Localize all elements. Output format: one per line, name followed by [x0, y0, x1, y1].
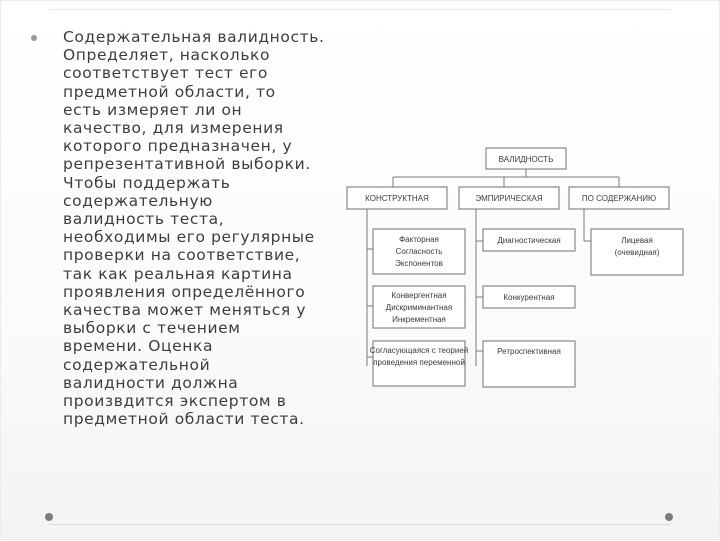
- leaf-label-factor-1: Факторная: [399, 235, 439, 244]
- leaf-label-retrospective: Ретроспективная: [497, 347, 561, 356]
- bullet-text-line: которого предназначен, у: [63, 137, 293, 156]
- bullet-text-line: так как реальная картина: [63, 264, 293, 283]
- leaf-label-convergent-3: Инкрементная: [392, 315, 446, 324]
- bullet-text-line: Определяет, насколько: [63, 46, 271, 65]
- bullet-text-line: валидность теста,: [63, 210, 225, 229]
- bullet-text-line: качество, для измерения: [63, 119, 284, 138]
- bullet-text-line: необходимы его регулярные: [63, 228, 315, 247]
- bullet-text-line: содержательную: [63, 191, 213, 210]
- validity-diagram: [1, 1, 720, 541]
- bullet-text-line: выборки с течением: [63, 319, 241, 338]
- leaf-label-convergent-1: Конвергентная: [391, 291, 447, 300]
- branch-label-content: ПО СОДЕРЖАНИЮ: [581, 194, 657, 203]
- bullet-text-line: предметной области, то: [63, 82, 276, 101]
- bullet-text-line: Чтобы поддержать: [63, 173, 231, 192]
- leaf-label-convergent-2: Дискриминантная: [385, 303, 453, 312]
- bullet-text-line: есть измеряет ли он: [63, 100, 243, 119]
- bullet-text-line: проверки на соответствие,: [63, 246, 301, 265]
- leaf-label-factor-2: Согласность: [395, 247, 443, 256]
- leaf-label-concurrent: Конкурентная: [503, 293, 555, 302]
- branch-label-empirical: ЭМПИРИЧЕСКАЯ: [475, 194, 543, 203]
- bullet-text-line: Содержательная валидность.: [63, 28, 325, 46]
- branch-label-construct: КОНСТРУКТНАЯ: [365, 194, 429, 203]
- bullet-text-line: содержательной: [63, 355, 211, 374]
- leaf-label-face-1: Лицевая: [621, 236, 653, 245]
- bullet-text-line: валидности должна: [63, 373, 239, 392]
- bullet-text-line: соответствует тест его: [63, 64, 268, 83]
- leaf-label-diagnostic: Диагностическая: [497, 236, 561, 245]
- leaf-label-face-2: (очевидная): [614, 248, 660, 257]
- leaf-label-theory-2: проведения переменной: [373, 358, 465, 367]
- bullet-text-line: качества может меняться у: [63, 301, 307, 320]
- bullet-text-line: произвдится экспертом в: [63, 392, 287, 411]
- bullet-text-line: проявления определённого: [63, 282, 306, 301]
- bullet-text-line: времени. Оценка: [63, 337, 214, 356]
- leaf-label-theory-1: Согласующаяся с теорией: [369, 346, 469, 355]
- bullet-text-line: репрезентативной выборки.: [63, 155, 311, 174]
- root-label: ВАЛИДНОСТЬ: [498, 155, 554, 164]
- leaf-label-factor-3: Экспонентов: [395, 259, 443, 268]
- bullet-text-line: предметной области теста.: [63, 410, 305, 429]
